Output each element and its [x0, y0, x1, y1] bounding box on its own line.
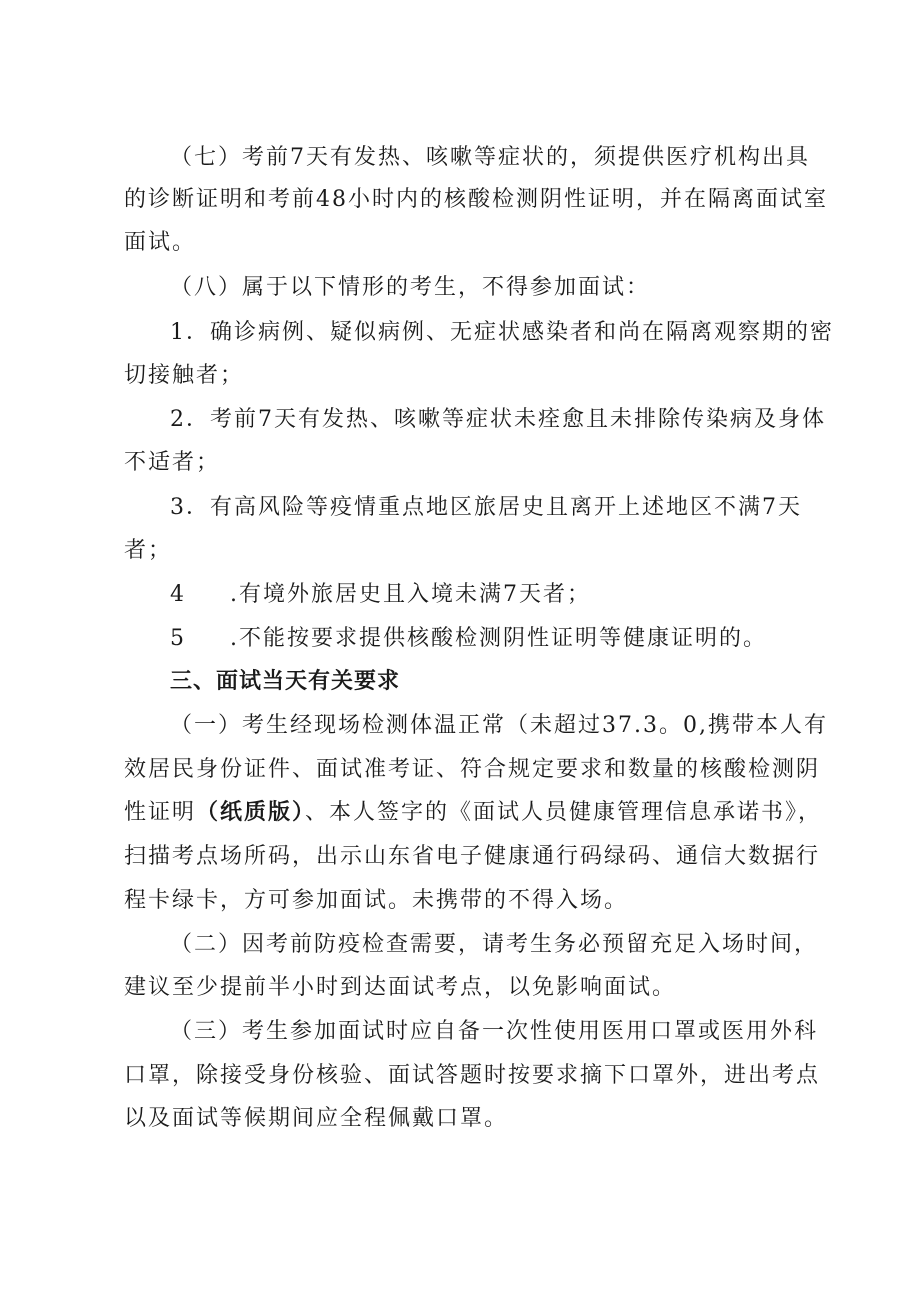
s3p3-line2: 口罩，除接受身份核验、面试答题时按要求摘下口罩外，进出考点 — [124, 1063, 821, 1088]
item5-text: .不能按要求提供核酸检测阴性证明等健康证明的。 — [230, 626, 767, 651]
p7-line1: （七）考前7天有发热、咳嗽等症状的，须提供医疗机构出具 — [170, 145, 810, 170]
s3p3-line1: （三）考生参加面试时应自备一次性使用医用口罩或医用外科 — [170, 1019, 819, 1044]
item4-number: 4 — [170, 582, 186, 607]
s3p1-line5: 程卡绿卡，方可参加面试。未携带的不得入场。 — [124, 888, 629, 913]
item2-line2: 不适者； — [124, 450, 221, 475]
item3-line1: 3．有高风险等疫情重点地区旅居史且离开上述地区不满7天 — [170, 495, 802, 520]
item2-line1: 2．考前7天有发热、咳嗽等症状未痊愈且未排除传染病及身体 — [170, 407, 826, 432]
s3p2-line2: 建议至少提前半小时到达面试考点，以免影响面试。 — [124, 975, 677, 1000]
item1-line1: 1．确诊病例、疑似病例、无症状感染者和尚在隔离观察期的密 — [170, 320, 834, 345]
item4 — [170, 580, 800, 610]
s3p1-line1: （一）考生经现场检测体温正常（未超过37.3。0,携带本人有 — [170, 713, 828, 738]
s3p1-line2: 效居民身份证件、面试准考证、符合规定要求和数量的核酸检测阴 — [124, 757, 821, 782]
s3p1-line3-end: 、本人签字的《面试人员健康管理信息承诺书》， — [305, 800, 823, 825]
s3p1-line3 — [124, 798, 823, 828]
s3p1-line4: 扫描考点场所码，出示山东省电子健康通行码绿码、通信大数据行 — [124, 844, 821, 869]
s3p2-line1: （二）因考前防疫检查需要，请考生务必预留充足入场时间， — [170, 932, 819, 957]
item3-line2: 者； — [124, 538, 173, 563]
s3p1-line3-start: 性证明 — [124, 800, 197, 825]
paper-version-bold: （纸质版） — [196, 800, 306, 825]
item1-line2: 切接触者； — [124, 363, 245, 388]
item4-text: .有境外旅居史且入境未满7天者； — [230, 582, 591, 607]
p7-line2: 的诊断证明和考前48小时内的核酸检测阴性证明，并在隔离面试室 — [124, 187, 828, 212]
s3p3-line3: 以及面试等候期间应全程佩戴口罩。 — [124, 1106, 509, 1131]
section3-heading: 三、面试当天有关要求 — [170, 669, 401, 694]
p7-line3: 面试。 — [124, 230, 197, 255]
item5 — [170, 624, 800, 654]
item5-number: 5 — [170, 626, 186, 651]
p8-line1: （八）属于以下情形的考生，不得参加面试： — [170, 275, 651, 300]
